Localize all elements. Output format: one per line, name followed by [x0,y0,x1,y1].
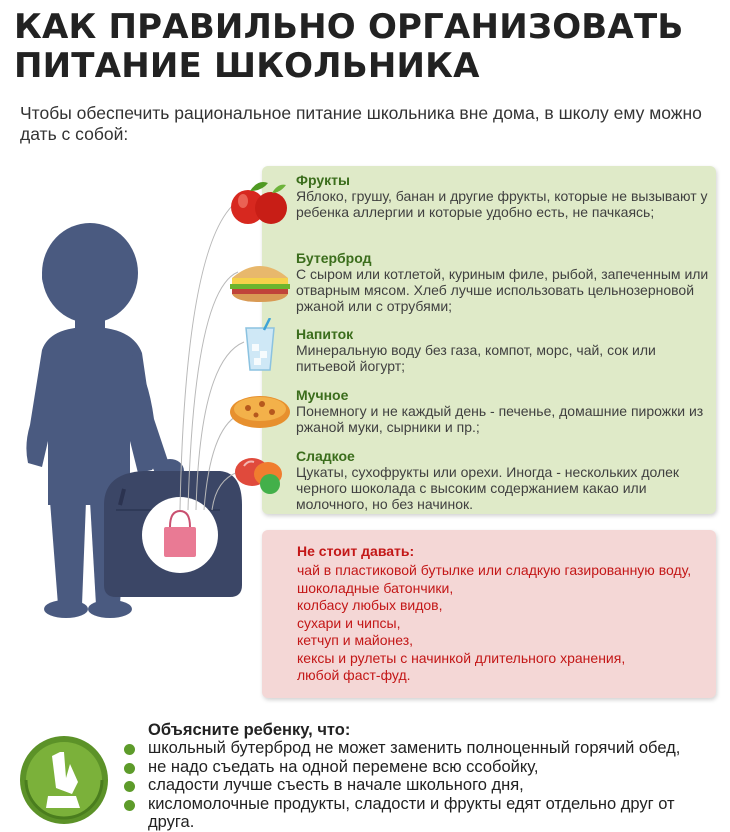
item-fruits [296,172,716,220]
explain-list [124,739,724,832]
page-title-line-1: КАК ПРАВИЛЬНО ОРГАНИЗОВАТЬ [14,7,684,47]
raised-hand-badge-icon [18,734,110,826]
sandwich-icon [228,258,292,304]
glass-icon [240,318,280,374]
list-item: чай в пластиковой бутылке или сладкую газированную воду, [297,562,692,578]
list-item-text: сладости лучше съесть в начале школьного дня, [148,776,524,794]
list-item: шоколадные батончики, [297,579,454,596]
not-recommended-list [297,562,712,685]
list-item-text: не надо съедать на одной перемене всю ссобойку, [148,757,539,776]
page-title [14,8,724,86]
item-sweets [296,448,716,512]
list-item [124,776,724,795]
bullet-icon [124,744,135,755]
page-title-line-2: ПИТАНИЕ ШКОЛЬНИКА [14,46,480,86]
list-item [124,795,724,832]
list-item: любой фаст-фуд. [297,667,411,683]
list-item: сухари и чипсы, [297,614,401,631]
item-text: Яблоко, грушу, банан и другие фрукты, которые не вызывают у ребенка аллергии и которые удобно есть, не пачкаясь; [296,188,708,220]
item-text: Цукаты, сухофрукты или орехи. Иногда - нескольких долек черного шоколада с высоким содержанием какао или молочного, но без начинок. [296,464,680,512]
list-item [124,758,724,777]
pie-icon [228,390,292,430]
list-item: кетчуп и майонез, [297,632,414,648]
item-drink [296,326,716,374]
item-title: Напиток [296,326,354,342]
item-text: С сыром или котлетой, куриным филе, рыбой, запеченным или отварным мясом. Хлеб лучше использовать цельнозерновой ржаной или с отрубями; [296,266,709,314]
item-title: Бутерброд [296,250,372,266]
bullet-icon [124,763,135,774]
item-sandwich [296,250,716,314]
list-item: кексы и рулеты с начинкой длительного хранения, [297,649,626,666]
item-title: Мучное [296,387,349,403]
intro-text: Чтобы обеспечить рациональное питание школьника вне дома, в школу ему можно дать с собой: [20,103,702,144]
list-item [124,739,724,758]
bullet-icon [124,800,135,811]
bullet-icon [124,781,135,792]
item-text: Понемногу и не каждый день - печенье, домашние пирожки из ржаной муки, сырники и пр.; [296,403,704,435]
item-title: Фрукты [296,172,350,188]
explain-title: Объясните ребенку, что: [148,721,351,739]
not-recommended-title: Не стоит давать: [297,543,415,559]
list-item-text: школьный бутерброд не может заменить полноценный горячий обед, [148,739,681,757]
item-pastry [296,387,716,435]
list-item-text: кисломолочные продукты, сладости и фрукты едят отдельно друг от друга. [148,794,675,831]
item-text: Минеральную воду без газа, компот, морс, чай, сок или питьевой йогурт; [296,342,656,374]
list-item: колбасу любых видов, [297,597,443,613]
item-title: Сладкое [296,448,355,464]
apples-icon [228,175,292,227]
candied-fruit-icon [232,452,288,498]
